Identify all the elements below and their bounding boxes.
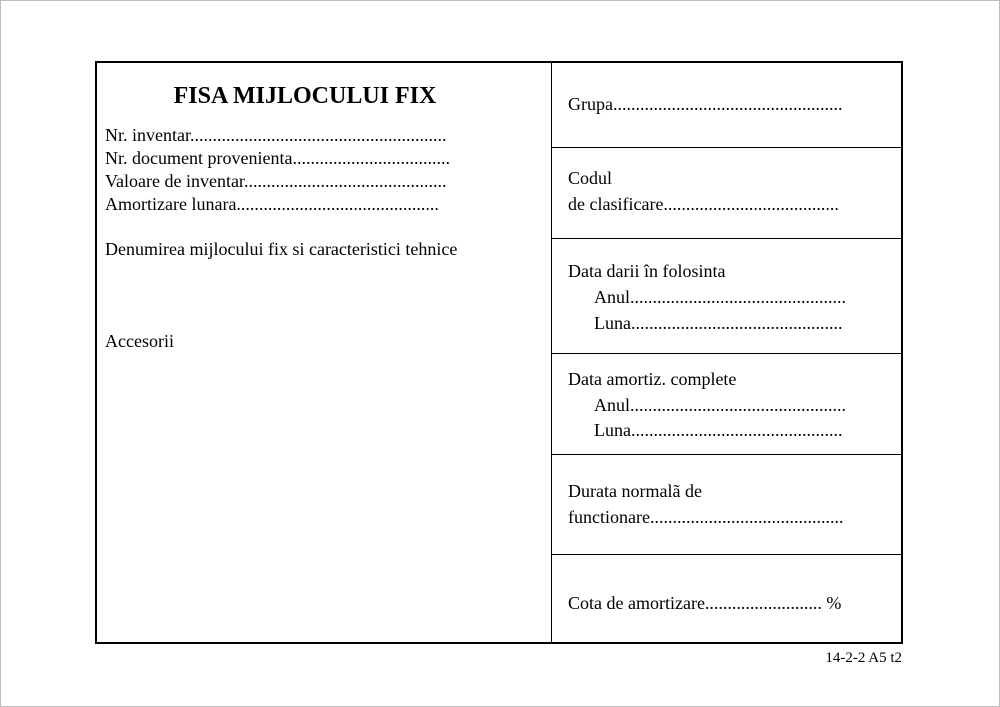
cell-grupa	[552, 63, 901, 147]
field-nr-inventar[interactable]: Nr. inventar.........................................................	[105, 125, 447, 145]
field-data-darii-anul[interactable]: Anul................................................	[594, 287, 846, 307]
field-codul-clasificare[interactable]: de clasificare.......................................	[568, 194, 839, 214]
field-cota-amortizare[interactable]: Cota de amortizare.......................... %	[568, 593, 842, 613]
fixed-asset-card	[95, 61, 903, 644]
field-valoare-inventar[interactable]: Valoare de inventar.............................................	[105, 171, 447, 191]
field-durata-functionare[interactable]: functionare...........................................	[568, 507, 844, 527]
cell-data-darii	[552, 239, 901, 353]
form-title: FISA MIJLOCULUI FIX	[173, 83, 437, 109]
left-panel	[97, 63, 551, 642]
field-data-darii-luna[interactable]: Luna...............................................	[594, 313, 843, 333]
cell-durata	[552, 455, 901, 554]
right-panel	[552, 63, 901, 642]
description-label: Denumirea mijlocului fix si caracteristici tehnice	[105, 239, 458, 259]
accessories-label: Accesorii	[105, 331, 174, 351]
form-code: 14-2-2 A5 t2	[825, 650, 902, 666]
durata-label: Durata normalã de	[568, 481, 702, 501]
field-amortizare-lunara[interactable]: Amortizare lunara.............................................	[105, 194, 439, 214]
cell-data-amortiz	[552, 354, 901, 454]
cell-codul	[552, 148, 901, 238]
field-data-amortiz-luna[interactable]: Luna...............................................	[594, 420, 843, 440]
field-grupa[interactable]: Grupa...................................................	[568, 94, 843, 114]
data-amortiz-label: Data amortiz. complete	[568, 369, 737, 389]
cell-cota	[552, 555, 901, 642]
field-nr-document[interactable]: Nr. document provenienta...................................	[105, 148, 450, 168]
field-data-amortiz-anul[interactable]: Anul................................................	[594, 395, 846, 415]
data-darii-label: Data darii în folosinta	[568, 261, 726, 281]
codul-label: Codul	[568, 168, 613, 188]
